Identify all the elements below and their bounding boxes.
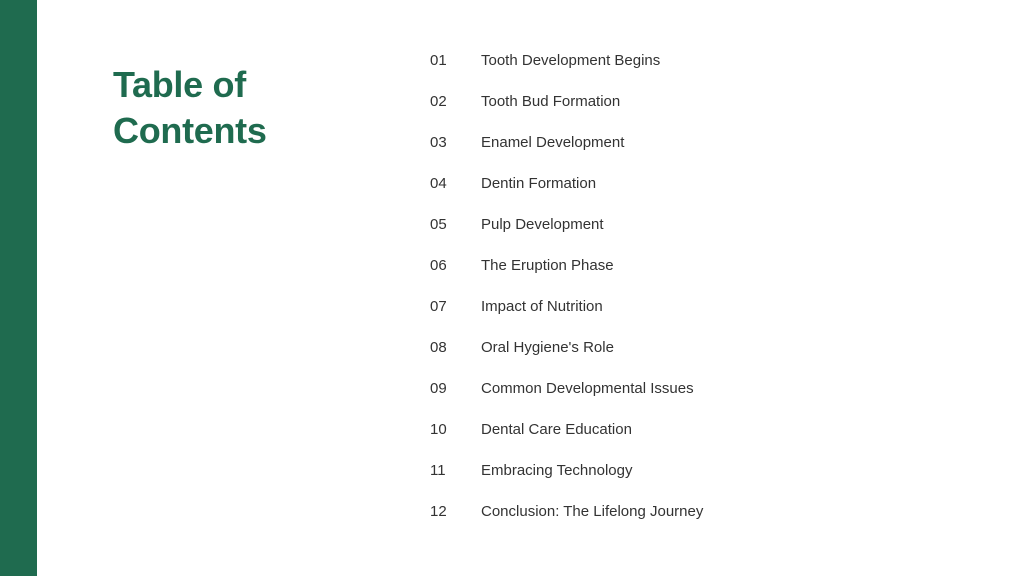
toc-item bbox=[430, 461, 703, 502]
toc-item-label: Oral Hygiene's Role bbox=[481, 339, 614, 356]
toc-item-number: 03 bbox=[430, 134, 447, 151]
page-title bbox=[113, 62, 267, 154]
toc-item bbox=[430, 51, 703, 92]
toc-item-number: 11 bbox=[430, 462, 446, 479]
toc-item-number: 05 bbox=[430, 216, 447, 233]
title-line-1: Table of bbox=[113, 64, 246, 105]
toc-item-label: Tooth Bud Formation bbox=[481, 93, 621, 110]
toc-item-number: 09 bbox=[430, 380, 447, 397]
toc-item-label: Dentin Formation bbox=[481, 175, 597, 192]
toc-item-label: Dental Care Education bbox=[481, 421, 632, 438]
toc-item-number: 10 bbox=[430, 421, 447, 438]
toc-item bbox=[430, 502, 703, 543]
toc-item bbox=[430, 133, 703, 174]
toc-item-label: Pulp Development bbox=[481, 216, 604, 233]
toc-item-label: The Eruption Phase bbox=[481, 257, 614, 274]
toc-item-number: 02 bbox=[430, 93, 447, 110]
toc-item-label: Tooth Development Begins bbox=[481, 52, 661, 69]
toc-item-number: 06 bbox=[430, 257, 447, 274]
toc-item bbox=[430, 92, 703, 133]
toc-item-number: 12 bbox=[430, 503, 447, 520]
toc-item-label: Common Developmental Issues bbox=[481, 380, 694, 397]
toc-item-label: Embracing Technology bbox=[481, 462, 633, 479]
toc-item bbox=[430, 174, 703, 215]
toc-item bbox=[430, 256, 703, 297]
toc-item-number: 01 bbox=[430, 52, 447, 69]
toc-item bbox=[430, 420, 703, 461]
toc-item-number: 08 bbox=[430, 339, 447, 356]
toc-item-label: Conclusion: The Lifelong Journey bbox=[481, 503, 704, 520]
toc-item bbox=[430, 379, 703, 420]
toc-item-number: 04 bbox=[430, 175, 447, 192]
toc-item-number: 07 bbox=[430, 298, 447, 315]
title-line-2: Contents bbox=[113, 110, 267, 151]
toc-item bbox=[430, 215, 703, 256]
toc-item-label: Enamel Development bbox=[481, 134, 625, 151]
table-of-contents-list bbox=[430, 51, 703, 543]
accent-sidebar bbox=[0, 0, 37, 576]
toc-item bbox=[430, 338, 703, 379]
toc-item-label: Impact of Nutrition bbox=[481, 298, 603, 315]
toc-item bbox=[430, 297, 703, 338]
